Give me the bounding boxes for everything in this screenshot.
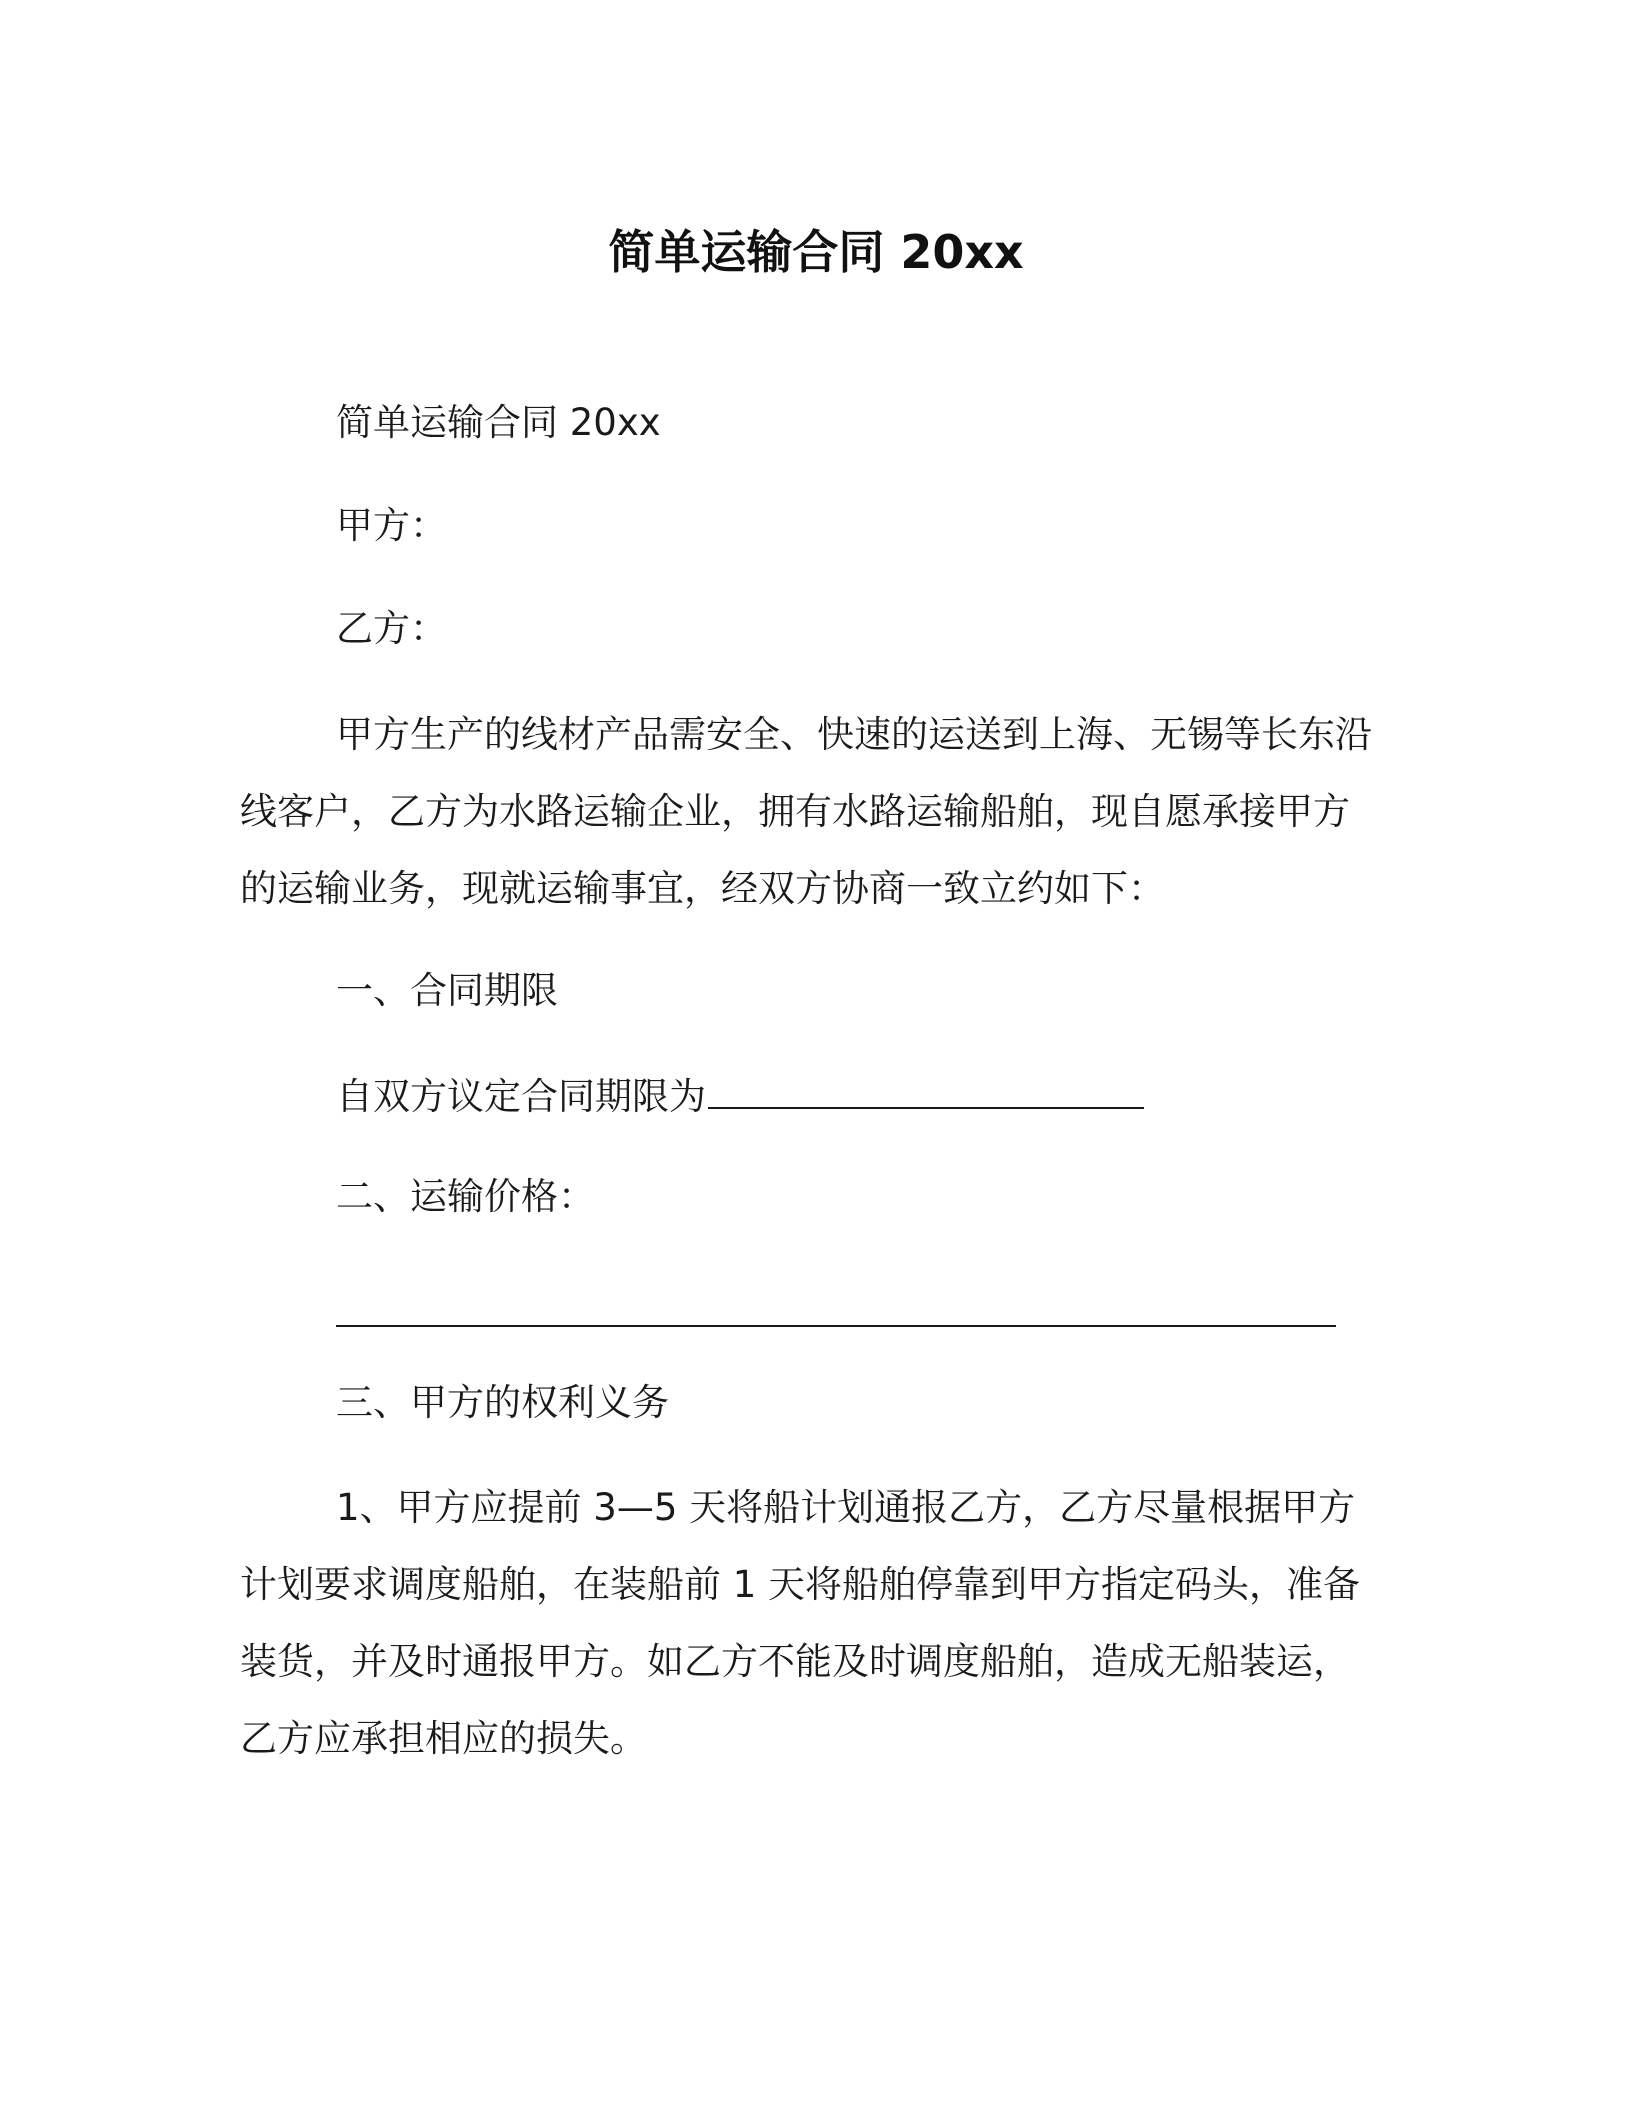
party-b-label: 乙方： bbox=[336, 607, 447, 650]
intro-paragraph: 甲方生产的线材产品需安全、快速的运送到上海、无锡等长东沿线客户，乙方为水路运输企业，拥有水路运输船舶，现自愿承接甲方的运输业务，现就运输事宜，经双方协商一致立约如下： bbox=[240, 713, 1372, 910]
document-title: 简单运输合同 20xx bbox=[608, 225, 1024, 279]
section-2-heading: 二、运输价格： bbox=[336, 1175, 595, 1218]
section-1-line bbox=[336, 1069, 1144, 1122]
party-a-label: 甲方： bbox=[336, 504, 447, 547]
section-3-item-1: 1、甲方应提前 3—5 天将船计划通报乙方，乙方尽量根据甲方计划要求调度船舶，在装船前 1 天将船舶停靠到甲方指定码头，准备装货，并及时通报甲方。如乙方不能及时调度船舶，造成无船装运，乙方应承担相应的损失。 bbox=[240, 1486, 1361, 1760]
section-3-heading: 三、甲方的权利义务 bbox=[336, 1381, 669, 1424]
contract-term-blank bbox=[708, 1069, 1144, 1109]
section-1-heading: 一、合同期限 bbox=[336, 969, 558, 1012]
document-subtitle: 简单运输合同 20xx bbox=[336, 401, 661, 444]
price-blank-line bbox=[336, 1325, 1336, 1327]
section-1-text: 自双方议定合同期限为 bbox=[336, 1075, 706, 1118]
